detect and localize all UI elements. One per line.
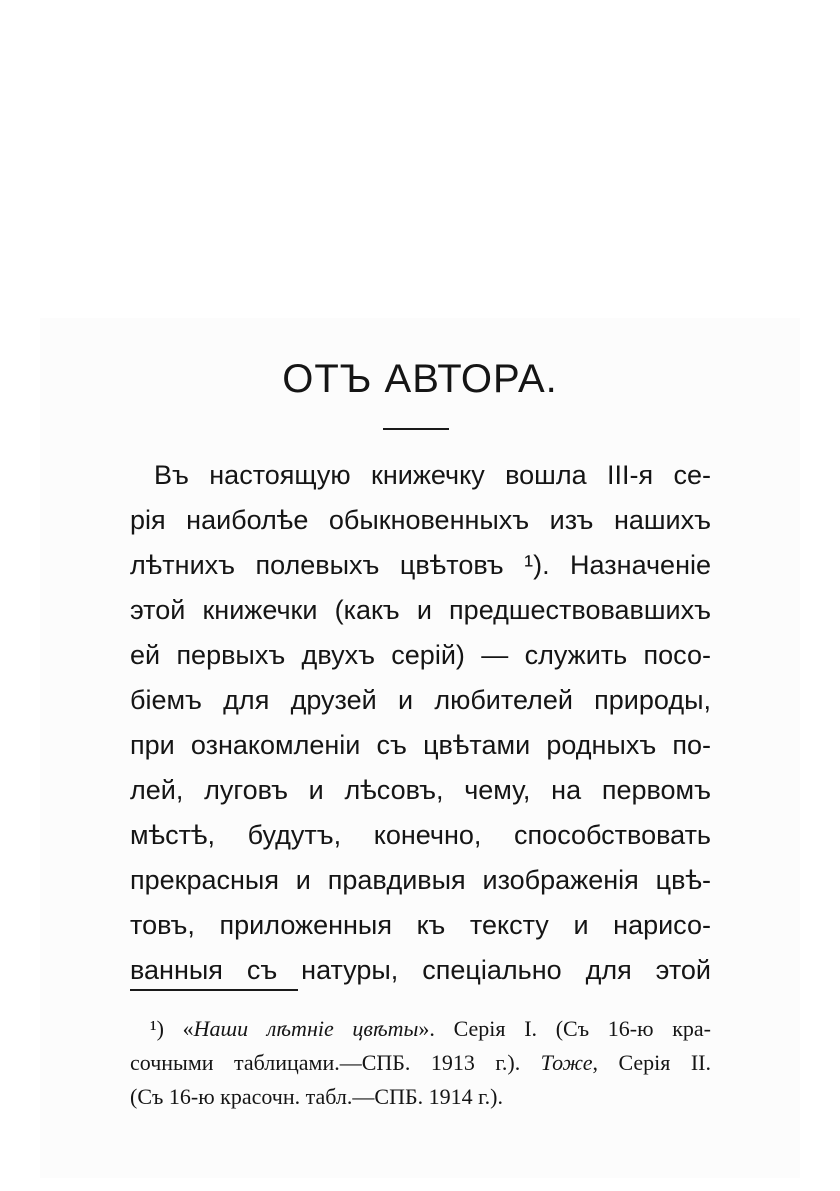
footnote-divider [130,989,298,991]
footnote-line [130,1012,711,1046]
footnote-line: (Съ 16-ю красочн. табл.—СПБ. 1914 г.). [130,1084,503,1109]
body-line: ей первыхъ двухъ серій) — служить посо- [130,640,711,670]
footnote-marker: ¹) « [150,1016,194,1041]
chapter-title: ОТЪ АВТОРА. [282,357,558,401]
title-divider [383,428,449,430]
body-text [130,453,711,993]
body-line: біемъ для друзей и любителей природы, [130,685,711,715]
body-line: мѣстѣ, будутъ, конечно, способствовать [130,820,711,850]
body-line: лей, луговъ и лѣсовъ, чему, на первомъ [130,775,711,805]
body-line: ванныя съ натуры, спеціально для этой [130,955,711,985]
body-line: рія наиболѣе обыкновенныхъ изъ нашихъ [130,505,711,535]
footnote [130,1012,711,1114]
body-line: лѣтнихъ полевыхъ цвѣтовъ ¹). Назначеніе [130,550,711,580]
body-line: прекрасныя и правдивыя изображенія цвѣ- [130,865,711,895]
footnote-line [130,1046,711,1080]
body-line: Въ настоящую книжечку вошла III-я се- [154,460,711,490]
body-line: товъ, приложенныя къ тексту и нарисо- [130,910,711,940]
footnote-text: сочными таблицами.—СПБ. 1913 г.). [130,1050,541,1075]
footnote-text: ». Серія I. (Съ 16-ю кра- [418,1016,712,1041]
footnote-text: , Серія II. [592,1050,711,1075]
body-line: при ознакомленіи съ цвѣтами родныхъ по- [130,730,711,760]
book-title-italic: Наши лѣтніе цвѣты [193,1016,419,1041]
footnote-italic: Тоже [540,1050,593,1075]
body-line: этой книжечки (какъ и предшествовавшихъ [130,595,711,625]
